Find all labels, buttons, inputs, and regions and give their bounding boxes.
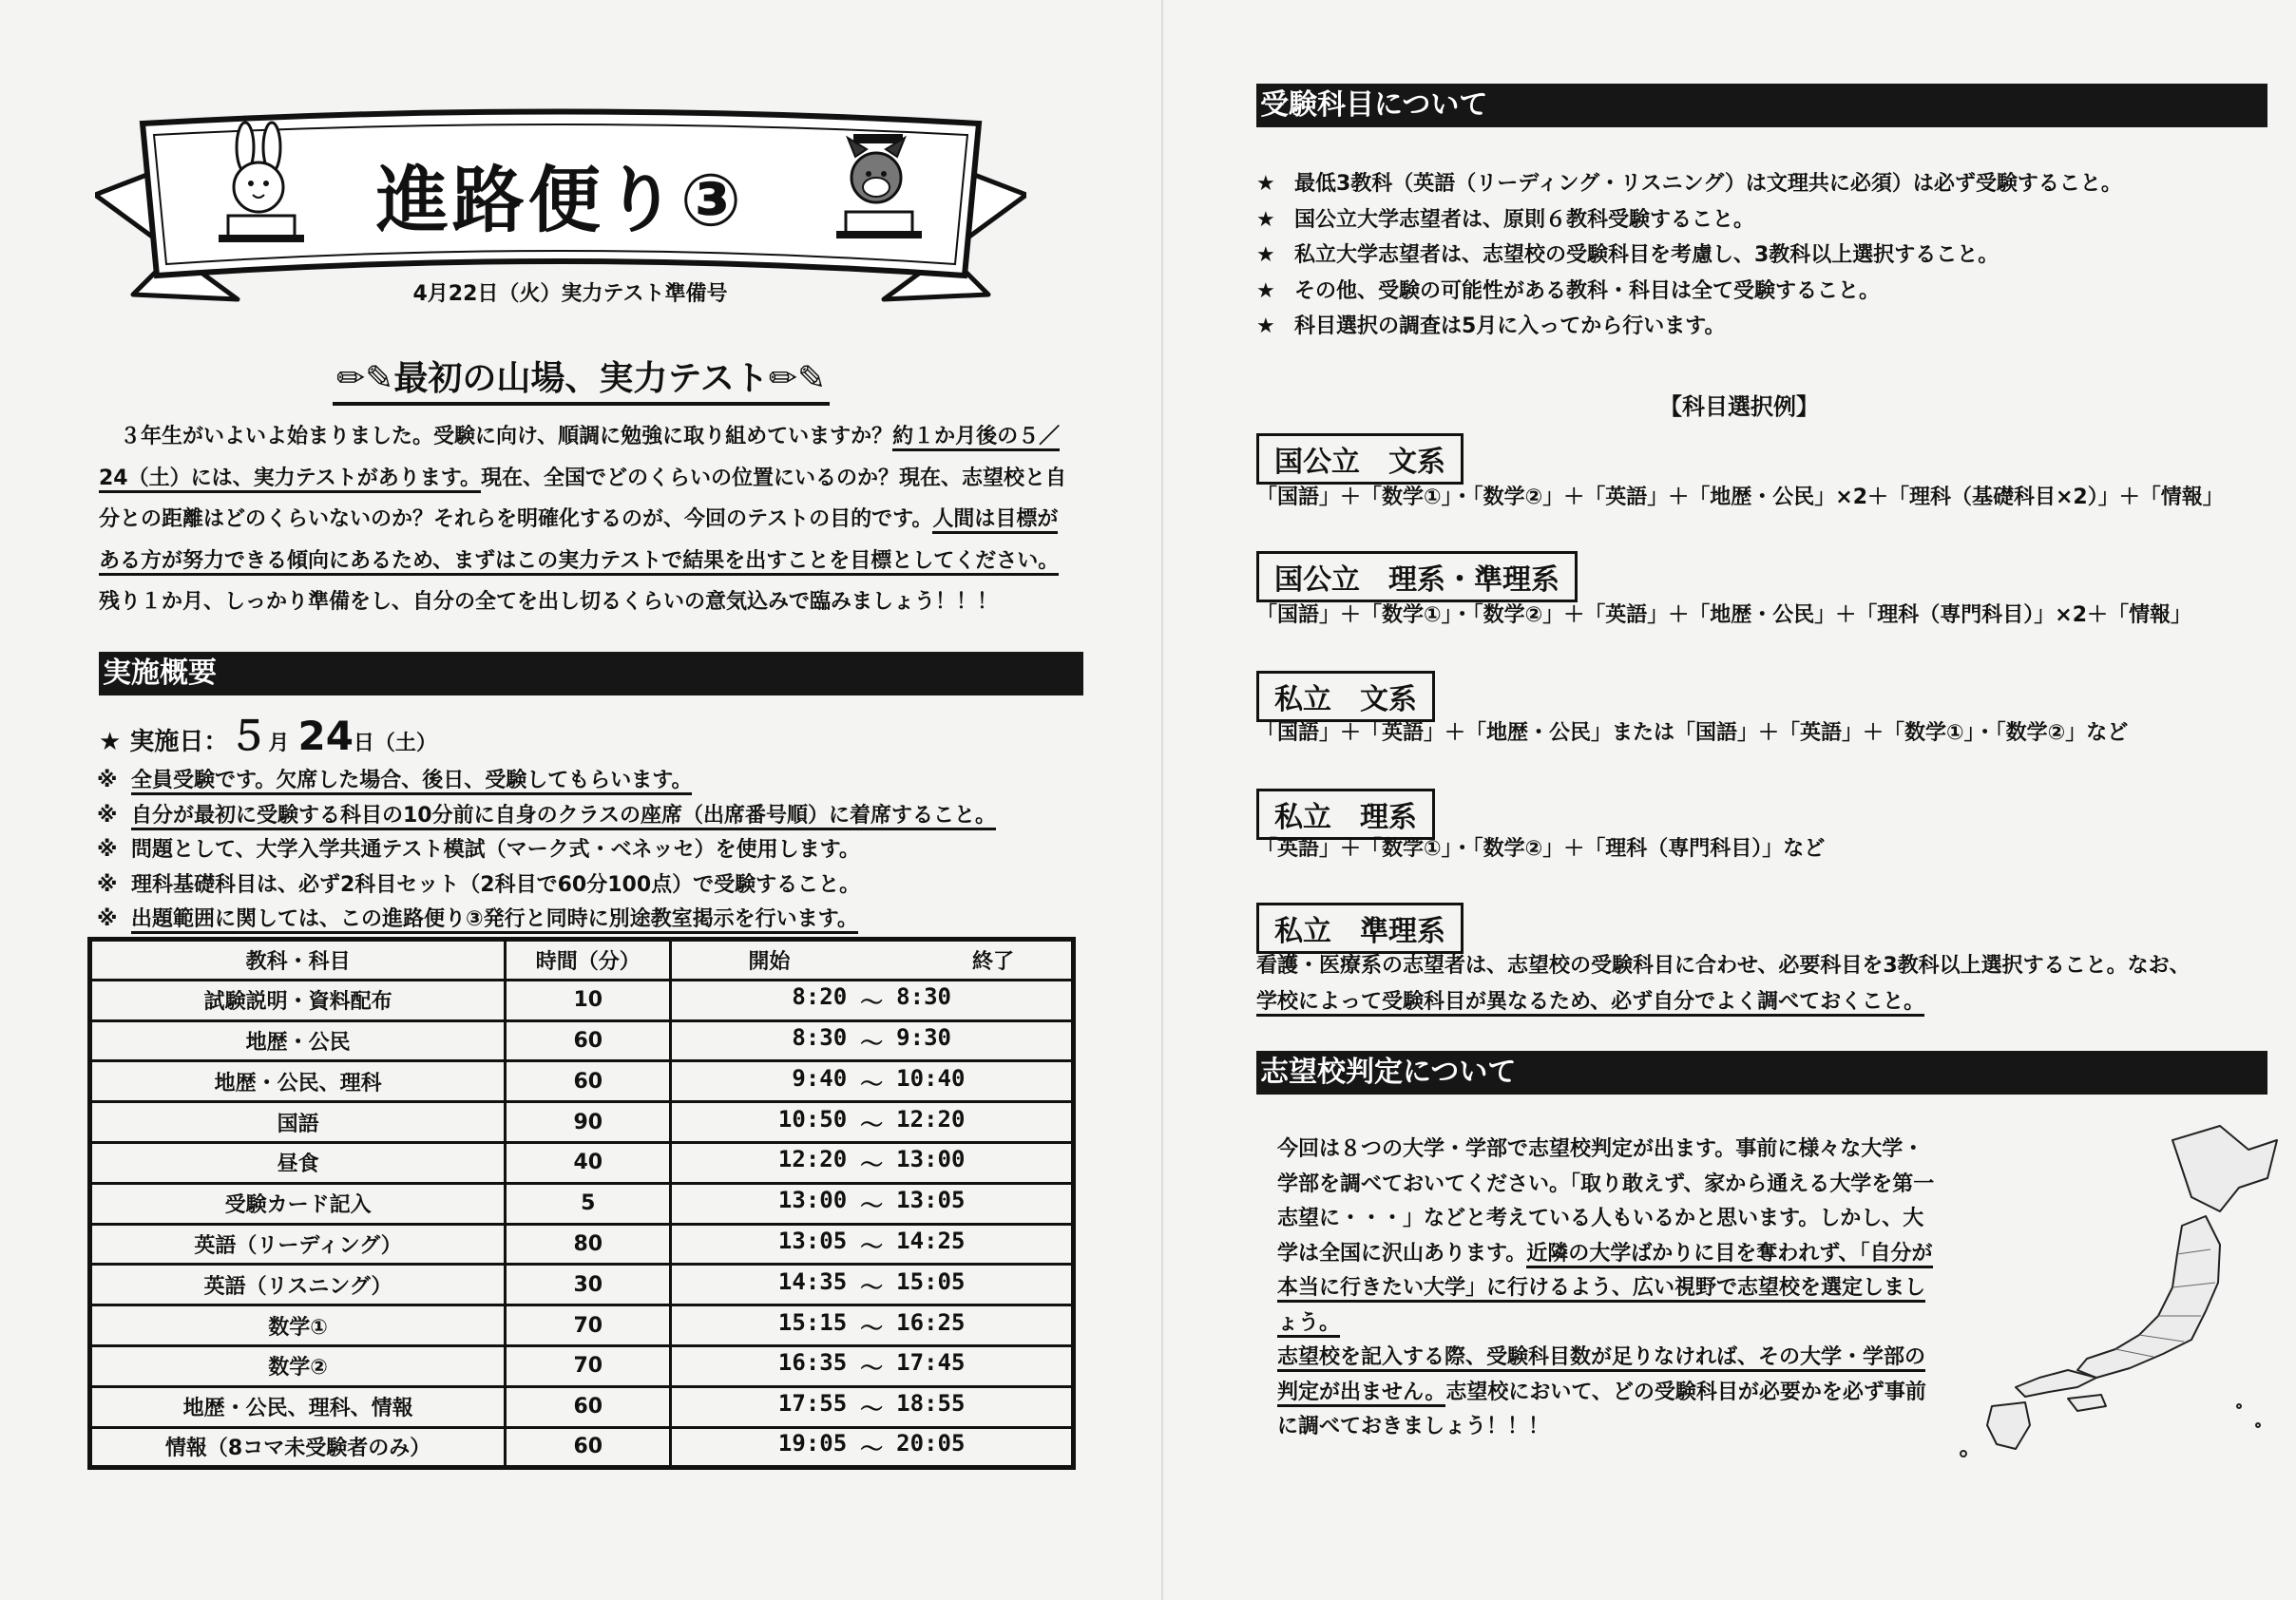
pencil-icon: ✏✎ (336, 359, 394, 398)
note-text: 自分が最初に受験する科目の10分前に自身のクラスの座席（出席番号順）に着席すること。 (131, 804, 996, 830)
cell-subject: 昼食 (90, 1142, 506, 1183)
pencil-icon: ✏✎ (768, 359, 827, 398)
star-icon: ★ (1256, 172, 1275, 196)
cell-minutes: 10 (506, 980, 671, 1020)
cell-start: 12:20 (777, 1146, 848, 1173)
list-item (1256, 275, 2283, 311)
list-item (1256, 203, 2283, 239)
overview-notes (97, 764, 1085, 938)
cell-time (671, 1020, 1074, 1061)
cell-start: 17:55 (777, 1390, 848, 1418)
table-row (90, 1142, 1074, 1183)
cell-subject: 地歴・公民、理科 (90, 1061, 506, 1102)
cell-subject: 地歴・公民 (90, 1020, 506, 1061)
header-end: 終了 (971, 949, 1014, 974)
star-icon: ★ (1256, 278, 1275, 303)
cell-minutes: 60 (506, 1427, 671, 1468)
example-label-public-humanities: 国公立 文系 (1256, 433, 1464, 485)
cell-minutes: 40 (506, 1142, 671, 1183)
table-row (90, 980, 1074, 1020)
note-mark: ※ (97, 872, 118, 897)
cell-subject: 国語 (90, 1102, 506, 1143)
star-icon: ★ (1256, 314, 1275, 338)
cell-start: 13:05 (777, 1227, 848, 1254)
table-row (90, 1061, 1074, 1102)
cell-time (671, 980, 1074, 1020)
cell-end: 12:20 (896, 1105, 966, 1133)
table-row (90, 1386, 1074, 1427)
time-separator: ～ (860, 1192, 884, 1220)
cell-end: 18:55 (896, 1390, 966, 1418)
time-separator: ～ (860, 989, 884, 1017)
time-separator: ～ (860, 1111, 884, 1138)
cell-end: 13:05 (896, 1187, 966, 1214)
table-row (90, 1020, 1074, 1061)
note-text: 出題範囲に関しては、この進路便り③発行と同時に別途教室掲示を行います。 (131, 907, 858, 934)
list-item (97, 903, 1085, 938)
cell-subject: 数学① (90, 1305, 506, 1346)
table-row (90, 1427, 1074, 1468)
judgement-underlined: 志望校を記入する際、受験科目数が足りなければ、その大学・学部の判定が出ません。 (1277, 1345, 1925, 1407)
date-prefix: ★ 実施日： (99, 728, 229, 756)
cell-start: 19:05 (777, 1430, 848, 1457)
list-item (97, 764, 1085, 799)
judgement-text: 今回は８つの大学・学部で志望校判定が出ます。事前に様々な大学・学部を調べておいてください。「取り敢えず、家から通える大学を第一志望に・・・」などと考えている人もいるかと思います。しかし、大学は全国に沢山あります。 (1277, 1137, 1935, 1266)
cell-subject: 数学② (90, 1345, 506, 1386)
cell-start: 8:20 (792, 983, 848, 1011)
cell-end: 9:30 (896, 1023, 951, 1051)
time-separator: ～ (860, 1232, 884, 1260)
note-mark: ※ (97, 769, 118, 792)
rule-text: 最低3教科（英語（リーディング・リスニング）は文理共に必須）は必ず受験すること。 (1294, 172, 2122, 196)
date-day: 24 (297, 713, 354, 759)
exam-schedule-table (87, 937, 1076, 1470)
cell-subject: 地歴・公民、理科、情報 (90, 1386, 506, 1427)
table-row (90, 1183, 1074, 1224)
table-row (90, 1102, 1074, 1143)
list-item (1256, 238, 2283, 275)
headline-text: 最初の山場、実力テスト (393, 359, 769, 398)
cell-minutes: 70 (506, 1345, 671, 1386)
time-separator: ～ (860, 1314, 884, 1342)
cell-time (671, 1102, 1074, 1143)
note-text: 問題として、大学入学共通テスト模試（マーク式・ベネッセ）を使用します。 (131, 838, 860, 862)
cell-minutes: 30 (506, 1265, 671, 1305)
intro-paragraph (99, 416, 1078, 623)
cell-end: 15:05 (896, 1267, 966, 1295)
example-formula (1256, 948, 2283, 1020)
schedule-body (90, 980, 1074, 1468)
time-separator: ～ (860, 1273, 884, 1301)
cell-minutes: 60 (506, 1386, 671, 1427)
judgement-block-1 (1256, 1133, 1941, 1341)
header-start: 開始 (748, 949, 791, 974)
list-item (97, 833, 1085, 868)
subject-rules (1256, 167, 2283, 346)
cell-subject: 情報（8コマ未受験者のみ） (90, 1427, 506, 1468)
star-icon: ★ (1256, 207, 1275, 232)
cell-time (671, 1142, 1074, 1183)
cell-start: 13:00 (777, 1187, 848, 1214)
note-mark: ※ (97, 803, 118, 828)
intro-text: 現在、全国でどのくらいの位置にいるのか？現在、志望校と自分との距離はどのくらいないのか？それらを明確化するのが、今回のテストの目的です。 (99, 466, 1066, 531)
example-formula: 「国語」＋「数学①」・「数学②」＋「英語」＋「地歴・公民」×2＋「理科（基礎科目×2）」＋「情報」 (1256, 486, 2224, 509)
table-row (90, 1305, 1074, 1346)
cell-end: 20:05 (896, 1430, 966, 1457)
header-minutes: 時間（分） (506, 940, 671, 981)
section-heading-overview: 実施概要 (99, 652, 1083, 695)
cell-minutes: 80 (506, 1224, 671, 1265)
date-month: ５ (228, 713, 269, 759)
cell-start: 14:35 (777, 1267, 848, 1295)
cell-minutes: 5 (506, 1183, 671, 1224)
table-row (90, 1345, 1074, 1386)
cell-minutes: 60 (506, 1061, 671, 1102)
table-header-row (90, 940, 1074, 981)
time-separator: ～ (860, 1396, 884, 1423)
cell-time (671, 1386, 1074, 1427)
rule-text: 私立大学志望者は、志望校の受験科目を考慮し、3教科以上選択すること。 (1294, 243, 1999, 267)
header-subject: 教科・科目 (90, 940, 506, 981)
cell-subject: 英語（リスニング） (90, 1265, 506, 1305)
judgement-block-2 (1256, 1341, 1941, 1445)
cell-end: 16:25 (896, 1308, 966, 1336)
newsletter-title: 進路便り③ (375, 158, 746, 242)
cell-minutes: 90 (506, 1102, 671, 1143)
note-mark: ※ (97, 907, 118, 931)
time-separator: ～ (860, 1070, 884, 1097)
example-label-private-humanities: 私立 文系 (1256, 671, 1435, 722)
cell-time (671, 1061, 1074, 1102)
cell-time (671, 1183, 1074, 1224)
cell-time (671, 1305, 1074, 1346)
intro-text: ３年生がいよいよ始まりました。受験に向け、順調に勉強に取り組めていますか？ (120, 425, 893, 448)
cell-end: 17:45 (896, 1349, 966, 1377)
time-separator: ～ (860, 1029, 884, 1057)
section-heading-judgement: 志望校判定について (1256, 1051, 2267, 1095)
judgement-underlined: 近隣の大学ばかりに目を奪われず、「自分が本当に行きたい大学」に行けるよう、広い視野で志望校を選定しましょう。 (1277, 1242, 1933, 1338)
list-item (1256, 310, 2283, 346)
cell-end: 10:40 (896, 1064, 966, 1092)
table-row (90, 1224, 1074, 1265)
cell-subject: 試験説明・資料配布 (90, 980, 506, 1020)
time-separator: ～ (860, 1355, 884, 1382)
rule-text: 国公立大学志望者は、原則６教科受験すること。 (1294, 207, 1755, 232)
cell-start: 9:40 (792, 1064, 848, 1092)
intro-underlined: 約１か月後の５／24（土）には、実力テストがあります。 (99, 425, 1060, 493)
cell-time (671, 1224, 1074, 1265)
examples-title: 【科目選択例】 (1659, 393, 1819, 420)
date-day-unit: 日（土） (353, 732, 437, 755)
time-separator: ～ (860, 1436, 884, 1463)
intro-text: 残り１か月、しっかり準備をし、自分の全てを出し切るくらいの意気込みで臨みましょう！！！ (99, 590, 999, 614)
example-text: 看護・医療系の志望者は、志望校の受験科目に合わせ、必要科目を3教科以上選択すること。なお、 (1256, 954, 2191, 978)
table-row (90, 1265, 1074, 1305)
note-mark: ※ (97, 838, 118, 862)
cell-start: 8:30 (792, 1023, 848, 1051)
list-item (97, 799, 1085, 834)
cell-end: 8:30 (896, 983, 951, 1011)
cell-end: 14:25 (896, 1227, 966, 1254)
cell-start: 15:15 (777, 1308, 848, 1336)
time-separator: ～ (860, 1152, 884, 1179)
star-icon: ★ (1256, 243, 1275, 267)
note-text: 全員受験です。欠席した場合、後日、受験してもらいます。 (131, 769, 692, 795)
issue-date: 4月22日（火）実力テスト準備号 (412, 282, 728, 306)
japan-map-icon (1935, 1121, 2296, 1463)
rule-text: 科目選択の調査は5月に入ってから行います。 (1294, 314, 1726, 338)
date-month-unit: 月 (268, 732, 290, 755)
cell-minutes: 70 (506, 1305, 671, 1346)
page-fold (1161, 0, 1163, 1600)
rule-text: その他、受験の可能性がある教科・科目は全て受験すること。 (1294, 278, 1881, 303)
judgement-paragraph (1256, 1133, 1941, 1445)
section-heading-subjects: 受験科目について (1256, 84, 2267, 127)
example-underlined: 学校によって受験科目が異なるため、必ず自分でよく調べておくこと。 (1256, 990, 1924, 1017)
cell-subject: 英語（リーディング） (90, 1224, 506, 1265)
header-time (671, 940, 1074, 981)
cell-minutes: 60 (506, 1020, 671, 1061)
right-page (1165, 0, 2296, 1600)
list-item (97, 868, 1085, 904)
cell-end: 13:00 (896, 1146, 966, 1173)
example-label-public-science: 国公立 理系・準理系 (1256, 551, 1578, 602)
cell-start: 16:35 (777, 1349, 848, 1377)
example-formula: 「英語」＋「数学①」・「数学②」＋「理科（専門科目）」など (1256, 837, 1826, 861)
example-label-private-semi-science: 私立 準理系 (1256, 903, 1464, 954)
example-formula: 「国語」＋「数学①」・「数学②」＋「英語」＋「地歴・公民」＋「理科（専門科目）」×2＋「情報」 (1256, 603, 2191, 627)
exam-date (99, 705, 437, 762)
cell-time (671, 1427, 1074, 1468)
intro-underlined: 人間は目標がある方が努力できる傾向にあるため、まずはこの実力テストで結果を出すことを目標としてください。 (99, 507, 1059, 576)
headline (333, 352, 830, 406)
example-label-private-science: 私立 理系 (1256, 789, 1435, 840)
cell-subject: 受験カード記入 (90, 1183, 506, 1224)
cell-time (671, 1345, 1074, 1386)
list-item (1256, 167, 2283, 203)
cell-time (671, 1265, 1074, 1305)
example-formula: 「国語」＋「英語」＋「地歴・公民」または「国語」＋「英語」＋「数学①」・「数学②」など (1256, 721, 2129, 745)
cell-start: 10:50 (777, 1105, 848, 1133)
judgement-text: 志望校において、どの受験科目が必要かを必ず事前に調べておきましょう！！！ (1277, 1380, 1926, 1438)
note-text: 理科基礎科目は、必ず2科目セット（2科目で60分100点）で受験すること。 (131, 872, 861, 897)
